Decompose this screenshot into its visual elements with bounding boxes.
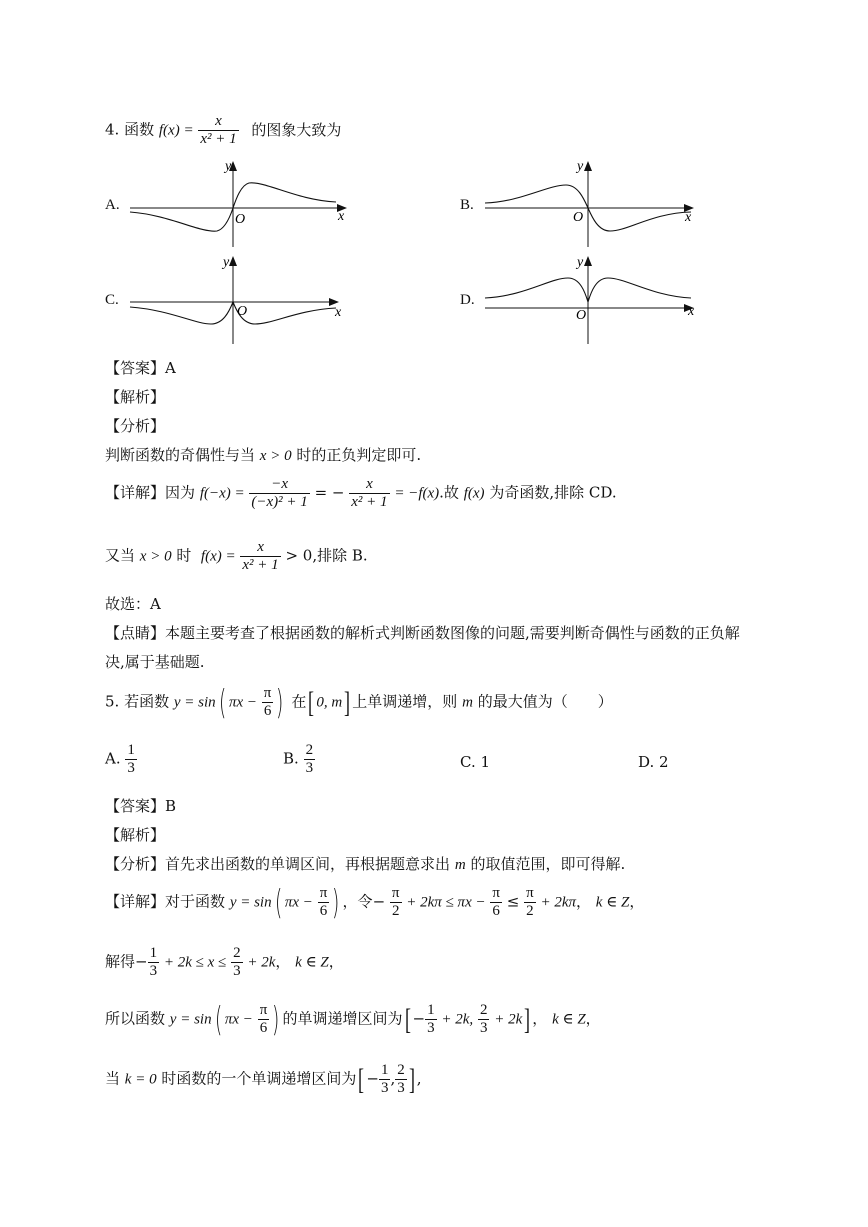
q4-option-d-label[interactable]: D. — [460, 292, 475, 308]
fraction: $\frac{1}{3}$ — [127, 742, 135, 776]
q4-fenxi-tag: 【分析】 — [105, 417, 166, 435]
fraction: $\frac{\pi}{6}$ — [319, 885, 328, 919]
fraction: $\frac{\pi}{6}$ — [259, 1002, 268, 1036]
axis-x-label: x — [338, 209, 345, 224]
fraction: $\frac{2}{3}$ — [397, 1062, 405, 1096]
q5-detail: 【详解】对于函数 y = sin( πx − $\frac{\pi}{6}$ ) ，令− $\frac{\pi}{2}$ + 2kπ ≤ πx − $\frac{\pi}{6}$ ≤ $\frac{\pi}{2}$ + 2kπ， k ∈ Z， — [105, 882, 645, 923]
fraction: $\frac{\pi}{6}$ — [263, 685, 272, 719]
q4-option-d-graph[interactable] — [480, 252, 710, 347]
q4-detail: 【详解】因为 f(−x) = $\frac{-x}{\text{(−x)² + 1}}$ = − $\frac{x}{\text{x² + 1}}$ = −f(x).故 f(x) 为奇函数,排除 CD. — [105, 476, 617, 510]
fraction: $\frac{\pi}{2}$ — [526, 885, 534, 919]
q4-analysis-tag: 【解析】 — [105, 388, 166, 406]
q4-answer: 【答案】A — [105, 359, 176, 377]
q4-option-b-graph[interactable] — [480, 155, 710, 250]
y-axis-arrow — [584, 256, 592, 266]
q4-option-a-label[interactable]: A. — [105, 197, 120, 213]
fraction: $\frac{1}{3}$ — [427, 1002, 435, 1036]
axis-x-label: x — [688, 304, 695, 319]
y-axis-arrow — [229, 256, 237, 266]
q5-solve: 解得− $\frac{1}{3}$ + 2k ≤ x ≤ $\frac{2}{3}$ + 2k， k ∈ Z， — [105, 945, 344, 979]
q4-option-c-graph[interactable] — [125, 252, 355, 347]
q4-also: 又当 x > 0 时 f(x) = $\frac{x}{\text{x² + 1}}$ > 0,排除 B. — [105, 539, 368, 573]
axis-y-label: y — [223, 255, 230, 270]
q5-stem: 5. 若函数 y = sin( πx − $\frac{\pi}{6}$ ) 在[ 0, m] 上单调递增，则 m 的最大值为（ ） — [105, 682, 613, 723]
q5-option-c[interactable]: C. 1 — [460, 753, 491, 771]
q4-option-c-label[interactable]: C. — [105, 292, 119, 308]
q5-analysis-tag: 【解析】 — [105, 826, 166, 844]
y-axis-arrow — [584, 161, 592, 171]
q4-comment: 【点睛】本题主要考查了根据函数的解析式判断函数图像的问题,需要判断奇偶性与函数的正负解 — [105, 624, 740, 642]
fraction: $\frac{1}{3}$ — [149, 945, 158, 979]
fraction: $\frac{x}{\text{x² + 1}}$ — [242, 539, 279, 573]
origin-label: O — [235, 212, 246, 227]
fraction: $\frac{-x}{\text{(−x)² + 1}}$ — [251, 476, 308, 510]
q4-option-b-label[interactable]: B. — [460, 197, 474, 213]
origin-label: O — [573, 210, 584, 225]
q5-so: 所以函数 y = sin( πx − $\frac{\pi}{6}$ ) 的单调递增区间为[ − $\frac{1}{3}$ + 2k, $\frac{2}{3}$ + 2k] ， k ∈ Z， — [105, 999, 601, 1040]
q5-option-d[interactable]: D. 2 — [638, 753, 669, 771]
fraction: $\frac{\pi}{2}$ — [391, 885, 400, 919]
q4-choose: 故选：A — [105, 595, 161, 613]
q5-number: 5. — [105, 692, 120, 711]
q4-comment-cont: 决,属于基础题. — [105, 653, 205, 671]
fraction: $\frac{x}{\text{x² + 1}}$ — [351, 476, 388, 510]
q5-fenxi: 【分析】首先求出函数的单调区间，再根据题意求出 m 的取值范围，即可得解. — [105, 855, 626, 873]
axis-y-label: y — [577, 255, 584, 270]
q4-func-fraction: $\frac{x}{\text{x² + 1}}$ — [200, 113, 237, 147]
q4-option-a-graph[interactable] — [125, 155, 355, 250]
q5-answer: 【答案】B — [105, 797, 177, 815]
q5-option-b[interactable]: B. $\frac{2}{3}$ — [283, 742, 314, 776]
fraction: $\frac{2}{3}$ — [479, 1002, 488, 1036]
axis-y-label: y — [577, 159, 584, 174]
axis-x-label: x — [685, 210, 692, 225]
q5-option-a[interactable]: A. $\frac{1}{3}$ — [105, 742, 135, 776]
axis-y-label: y — [225, 159, 232, 174]
q4-stem: 4. 函数 f(x) = $\frac{x}{\text{x² + 1}}$ 的图象大致为 — [105, 113, 342, 147]
q4-number: 4. — [105, 120, 120, 139]
fraction: $\frac{\pi}{6}$ — [492, 885, 500, 919]
fraction: $\frac{2}{3}$ — [233, 945, 241, 979]
q5-when: 当 k = 0 时函数的一个单调递增区间为[ − $\frac{1}{3}$ , $\frac{2}{3}$ ] , — [105, 1062, 422, 1096]
origin-label: O — [576, 308, 587, 323]
q4-fenxi-text: 判断函数的奇偶性与当 x > 0 时的正负判定即可. — [105, 446, 422, 464]
q4-func-lhs: f(x) = — [158, 122, 194, 139]
axis-x-label: x — [335, 305, 342, 320]
origin-label: O — [237, 304, 248, 319]
fraction: $\frac{1}{3}$ — [380, 1062, 389, 1096]
fraction: $\frac{2}{3}$ — [305, 742, 314, 776]
